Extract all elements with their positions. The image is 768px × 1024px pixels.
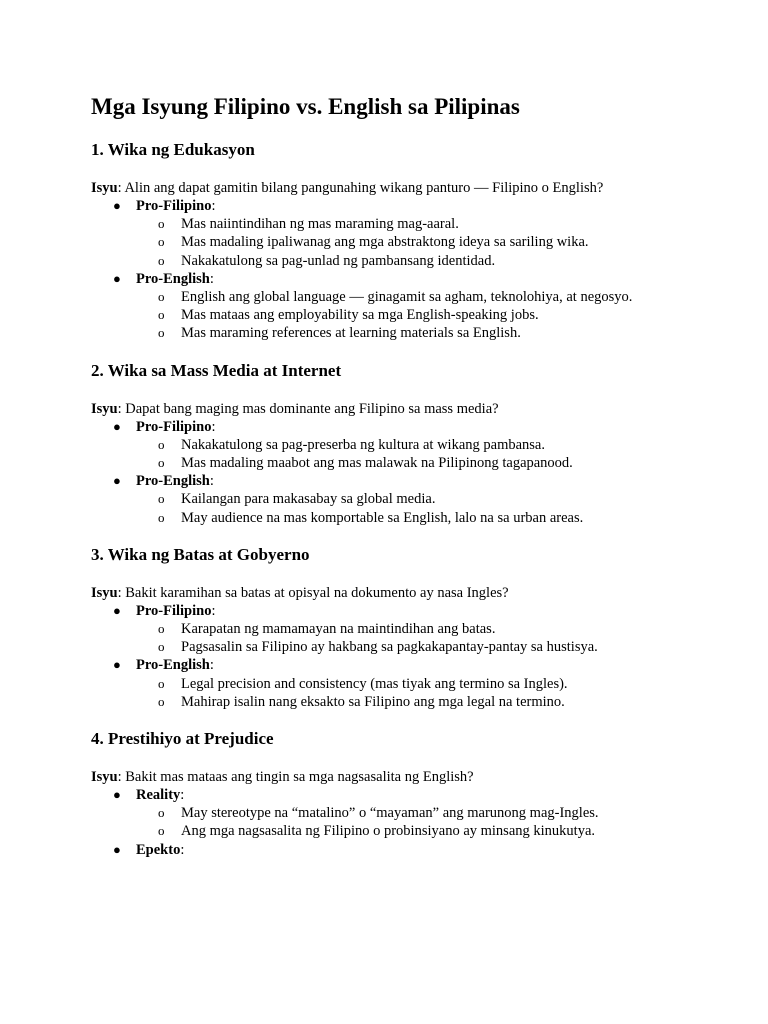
- group-label: Pro-English: [136, 473, 210, 490]
- document-page: [91, 92, 691, 859]
- sub-list: [136, 215, 691, 270]
- list-item-text: Mas maraming references at learning materials sa English.: [181, 325, 521, 342]
- section-heading: 3. Wika ng Batas at Gobyerno: [91, 544, 310, 564]
- circle-bullet-icon: o: [158, 216, 165, 232]
- list-item: [136, 490, 691, 508]
- sub-list: [136, 490, 691, 526]
- section-edukasyon: [91, 139, 691, 343]
- list-item: [136, 436, 691, 454]
- bullet-icon: ●: [113, 418, 121, 434]
- list-item-text: Mas naiintindihan ng mas maraming mag-aaral.: [181, 216, 459, 233]
- group-label: Pro-Filipino: [136, 602, 212, 619]
- issue-label: Isyu: [91, 180, 118, 196]
- section-heading: 1. Wika ng Edukasyon: [91, 140, 255, 159]
- argument-list: [91, 197, 691, 343]
- bullet-icon: ●: [113, 841, 121, 857]
- list-item-text: Legal precision and consistency (mas tiyak ang termino sa Ingles).: [181, 675, 568, 692]
- circle-bullet-icon: o: [158, 805, 165, 821]
- list-item: [136, 620, 691, 638]
- circle-bullet-icon: o: [158, 823, 165, 839]
- argument-group: [91, 472, 691, 527]
- sub-list: [136, 804, 691, 840]
- list-item: [136, 509, 691, 527]
- list-item-text: Karapatan ng mamamayan na maintindihan ang batas.: [181, 621, 496, 638]
- group-colon: :: [211, 198, 216, 214]
- group-colon: :: [180, 787, 185, 804]
- bullet-icon: ●: [113, 473, 121, 489]
- group-colon: :: [209, 473, 214, 490]
- list-item: [136, 252, 691, 270]
- section-heading: 2. Wika sa Mass Media at Internet: [91, 360, 342, 380]
- list-item: [136, 638, 691, 656]
- sub-list: [136, 288, 691, 343]
- list-item-text: Nakakatulong sa pag-unlad ng pambansang identidad.: [181, 252, 496, 269]
- sub-list: [136, 620, 691, 656]
- list-item: [136, 288, 691, 306]
- circle-bullet-icon: o: [158, 491, 165, 507]
- group-colon: :: [209, 270, 214, 287]
- issue-text: : Bakit karamihan sa batas at opisyal na dokumento ay nasa Ingles?: [117, 584, 509, 601]
- list-item-text: Mahirap isalin nang eksakto sa Filipino ang mga legal na termino.: [181, 693, 565, 710]
- argument-list: [91, 786, 691, 859]
- list-item: [136, 454, 691, 472]
- argument-group: [91, 197, 691, 270]
- bullet-icon: ●: [113, 787, 121, 803]
- list-item: [136, 804, 691, 822]
- circle-bullet-icon: o: [158, 325, 165, 341]
- list-item-text: May stereotype na “matalino” o “mayaman” ang marunong mag-Ingles.: [181, 805, 599, 822]
- group-label: Pro-Filipino: [136, 418, 212, 435]
- argument-group: [91, 602, 691, 657]
- list-item: [136, 233, 691, 251]
- list-item-text: Mas mataas ang employability sa mga English-speaking jobs.: [181, 307, 539, 324]
- list-item: [136, 324, 691, 342]
- argument-group: [91, 270, 691, 343]
- issue-paragraph: [91, 768, 691, 786]
- circle-bullet-icon: o: [158, 252, 165, 268]
- circle-bullet-icon: o: [158, 234, 165, 250]
- group-label: Pro-English: [136, 657, 210, 674]
- list-item-text: Mas madaling ipaliwanag ang mga abstraktong ideya sa sariling wika.: [181, 234, 589, 251]
- circle-bullet-icon: o: [158, 621, 165, 637]
- page-title: Mga Isyung Filipino vs. English sa Pilipinas: [91, 94, 520, 119]
- circle-bullet-icon: o: [158, 455, 165, 471]
- argument-group: [91, 841, 691, 859]
- list-item-text: Pagsasalin sa Filipino ay hakbang sa pagkakapantay-pantay sa hustisya.: [181, 639, 598, 656]
- circle-bullet-icon: o: [158, 693, 165, 709]
- sub-list: [136, 675, 691, 711]
- issue-label: Isyu: [91, 769, 118, 786]
- issue-text: : Dapat bang maging mas dominante ang Filipino sa mass media?: [117, 400, 499, 417]
- argument-list: [91, 602, 691, 711]
- group-colon: :: [211, 418, 216, 435]
- circle-bullet-icon: o: [158, 509, 165, 525]
- issue-paragraph: [91, 584, 691, 602]
- bullet-icon: ●: [113, 657, 121, 673]
- bullet-icon: ●: [113, 602, 121, 618]
- issue-paragraph: [91, 179, 691, 197]
- issue-text: : Bakit mas mataas ang tingin sa mga nagsasalita ng English?: [117, 769, 474, 786]
- section-batas: [91, 544, 691, 711]
- list-item: [136, 215, 691, 233]
- list-item-text: Ang mga nagsasalita ng Filipino o probinsiyano ay minsang kinukutya.: [181, 823, 596, 840]
- group-label: Epekto: [136, 841, 181, 858]
- list-item: [136, 693, 691, 711]
- section-prestihiyo: [91, 728, 691, 859]
- circle-bullet-icon: o: [158, 675, 165, 691]
- section-heading: 4. Prestihiyo at Prejudice: [91, 729, 274, 749]
- bullet-icon: ●: [113, 198, 121, 213]
- group-label: Pro-English: [136, 270, 210, 287]
- argument-group: [91, 786, 691, 841]
- group-label: Pro-Filipino: [136, 198, 212, 214]
- sub-list: [136, 436, 691, 472]
- list-item-text: Mas madaling maabot ang mas malawak na Pilipinong tagapanood.: [181, 455, 573, 472]
- list-item-text: Kailangan para makasabay sa global media.: [181, 491, 436, 508]
- argument-group: [91, 656, 691, 711]
- issue-label: Isyu: [91, 400, 118, 417]
- issue-label: Isyu: [91, 584, 118, 601]
- circle-bullet-icon: o: [158, 436, 165, 452]
- issue-text: : Alin ang dapat gamitin bilang pangunahing wikang panturo — Filipino o English?: [117, 180, 604, 196]
- group-label: Reality: [136, 787, 181, 804]
- list-item: [136, 306, 691, 324]
- section-mass-media: [91, 360, 691, 527]
- list-item: [136, 822, 691, 840]
- issue-paragraph: [91, 400, 691, 418]
- list-item-text: May audience na mas komportable sa English, lalo na sa urban areas.: [181, 509, 584, 526]
- list-item-text: English ang global language — ginagamit sa agham, teknolohiya, at negosyo.: [181, 289, 633, 306]
- circle-bullet-icon: o: [158, 289, 165, 305]
- circle-bullet-icon: o: [158, 639, 165, 655]
- list-item: [136, 675, 691, 693]
- bullet-icon: ●: [113, 270, 121, 286]
- group-colon: :: [211, 602, 216, 619]
- circle-bullet-icon: o: [158, 307, 165, 323]
- argument-list: [91, 418, 691, 527]
- group-colon: :: [209, 657, 214, 674]
- list-item-text: Nakakatulong sa pag-preserba ng kultura at wikang pambansa.: [181, 436, 545, 453]
- argument-group: [91, 418, 691, 473]
- group-colon: :: [180, 841, 185, 858]
